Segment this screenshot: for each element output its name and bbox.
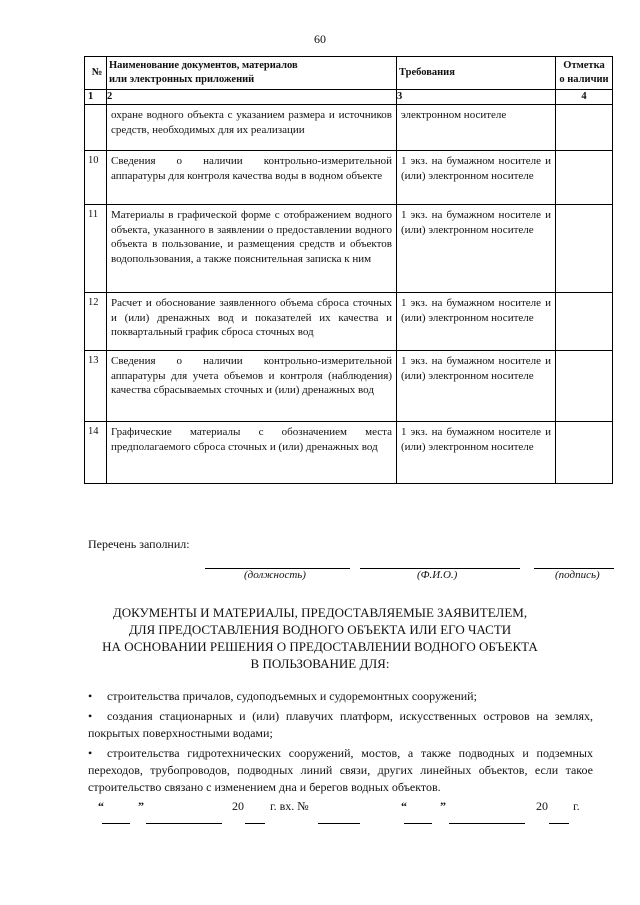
- column-number: 1: [85, 90, 107, 105]
- row-num: 11: [85, 205, 107, 293]
- header-mark-line2: о наличии: [559, 74, 609, 85]
- footer-left-month-line: [146, 823, 222, 824]
- documents-table: [84, 56, 613, 484]
- table-row: [85, 293, 613, 351]
- heading-line: В ПОЛЬЗОВАНИЕ ДЛЯ:: [250, 656, 390, 671]
- footer-right-year: 20: [536, 799, 548, 813]
- footer-left-quote-open: “: [98, 799, 104, 813]
- bullet-icon: •: [88, 689, 93, 703]
- row-requirements: электронном носителе: [397, 105, 556, 151]
- row-mark: [556, 105, 613, 151]
- list-item-text: строительства гидротехнических сооружений, мостов, а также подводных и подземных переходов, трубопроводов, подводных линий связи, других линейных объектов, если такое строительство связано с изменением дна и берегов водных объектов.: [88, 746, 593, 794]
- row-mark: [556, 293, 613, 351]
- header-name: [107, 57, 397, 90]
- footer-registration-line: [318, 823, 360, 824]
- row-name: Графические материалы с обозначением места предполагаемого сброса сточных и (или) дренажных вод: [107, 422, 397, 484]
- row-mark: [556, 351, 613, 422]
- page-number: 60: [314, 32, 326, 46]
- row-mark: [556, 151, 613, 205]
- row-name: Сведения о наличии контрольно-измерительной аппаратуры для контроля качества воды в водном объекте: [107, 151, 397, 205]
- footer-left-day-line: [102, 823, 130, 824]
- table-row: [85, 422, 613, 484]
- row-num: [85, 105, 107, 151]
- row-name: Сведения о наличии контрольно-измерительной аппаратуры для учета объемов и контроля (наблюдения) качества сбрасываемых сточных и (или) дренажных вод: [107, 351, 397, 422]
- row-requirements: 1 экз. на бумажном носителе и (или) электронном носителе: [397, 422, 556, 484]
- header-num: №: [85, 57, 107, 90]
- row-mark: [556, 422, 613, 484]
- footer-right-year-suffix: г.: [573, 799, 580, 813]
- footer-right-day-line: [404, 823, 432, 824]
- heading-line: ДЛЯ ПРЕДОСТАВЛЕНИЯ ВОДНОГО ОБЪЕКТА ИЛИ ЕГО ЧАСТИ: [128, 622, 512, 637]
- table-header-row: [85, 57, 613, 90]
- footer-right-year-line: [549, 823, 569, 824]
- list-item-text: строительства причалов, судоподъемных и судоремонтных сооружений;: [107, 689, 477, 703]
- row-num: 10: [85, 151, 107, 205]
- list-item: [88, 688, 593, 705]
- list-item: [88, 745, 593, 796]
- column-number: 3: [397, 90, 556, 105]
- row-num: 14: [85, 422, 107, 484]
- list-item: [88, 708, 593, 742]
- row-num: 12: [85, 293, 107, 351]
- row-requirements: 1 экз. на бумажном носителе и (или) электронном носителе: [397, 151, 556, 205]
- footer-right-quote-close: ”: [440, 799, 446, 813]
- header-name-line2: или электронных приложений: [109, 74, 255, 85]
- row-num: 13: [85, 351, 107, 422]
- heading-line: НА ОСНОВАНИИ РЕШЕНИЯ О ПРЕДОСТАВЛЕНИИ ВОДНОГО ОБЪЕКТА: [102, 639, 538, 654]
- row-name: охране водного объекта с указанием размера и источников средств, необходимых для их реализации: [107, 105, 397, 151]
- table-row: [85, 205, 613, 293]
- footer-right-quote-open: “: [401, 799, 407, 813]
- table-row: [85, 151, 613, 205]
- list-item-text: создания стационарных и (или) плавучих платформ, искусственных островов на землях, покрытых поверхностными водами;: [88, 709, 593, 740]
- row-name: Расчет и обоснование заявленного объема сброса сточных и (или) дренажных вод и показателей их качества и поквартальный график сброса сточных вод: [107, 293, 397, 351]
- row-requirements: 1 экз. на бумажном носителе и (или) электронном носителе: [397, 351, 556, 422]
- fio-caption: (Ф.И.О.): [417, 569, 458, 581]
- footer-left-quote-close: ”: [138, 799, 144, 813]
- table-row: [85, 105, 613, 151]
- row-requirements: 1 экз. на бумажном носителе и (или) электронном носителе: [397, 205, 556, 293]
- position-caption: (должность): [244, 569, 306, 581]
- table-row: [85, 351, 613, 422]
- footer-left-year: 20: [232, 799, 244, 813]
- footer-left-year-line: [245, 823, 265, 824]
- row-mark: [556, 205, 613, 293]
- section-heading: [80, 604, 560, 672]
- signature-caption: (подпись): [555, 569, 600, 581]
- header-requirements: Требования: [397, 57, 556, 90]
- footer-right-month-line: [449, 823, 525, 824]
- row-name: Материалы в графической форме с отображением водного объекта, указанного в заявлении о предоставлении водного объекта в пользование, и размещения средств и объектов водопользования, а также пояснительная записка к ним: [107, 205, 397, 293]
- column-number: 4: [556, 90, 613, 105]
- header-mark-line1: Отметка: [563, 60, 605, 72]
- row-requirements: 1 экз. на бумажном носителе и (или) электронном носителе: [397, 293, 556, 351]
- header-name-line1: Наименование документов, материалов: [109, 60, 298, 72]
- bullet-icon: •: [88, 709, 93, 723]
- filled-by-label: Перечень заполнил:: [88, 537, 190, 551]
- header-mark: [556, 57, 613, 90]
- heading-line: ДОКУМЕНТЫ И МАТЕРИАЛЫ, ПРЕДОСТАВЛЯЕМЫЕ ЗАЯВИТЕЛЕМ,: [112, 605, 528, 620]
- footer-registration-label: г. вх. №: [270, 799, 309, 813]
- column-numbers-row: [85, 90, 613, 105]
- column-number: 2: [107, 90, 397, 105]
- bullet-icon: •: [88, 746, 93, 760]
